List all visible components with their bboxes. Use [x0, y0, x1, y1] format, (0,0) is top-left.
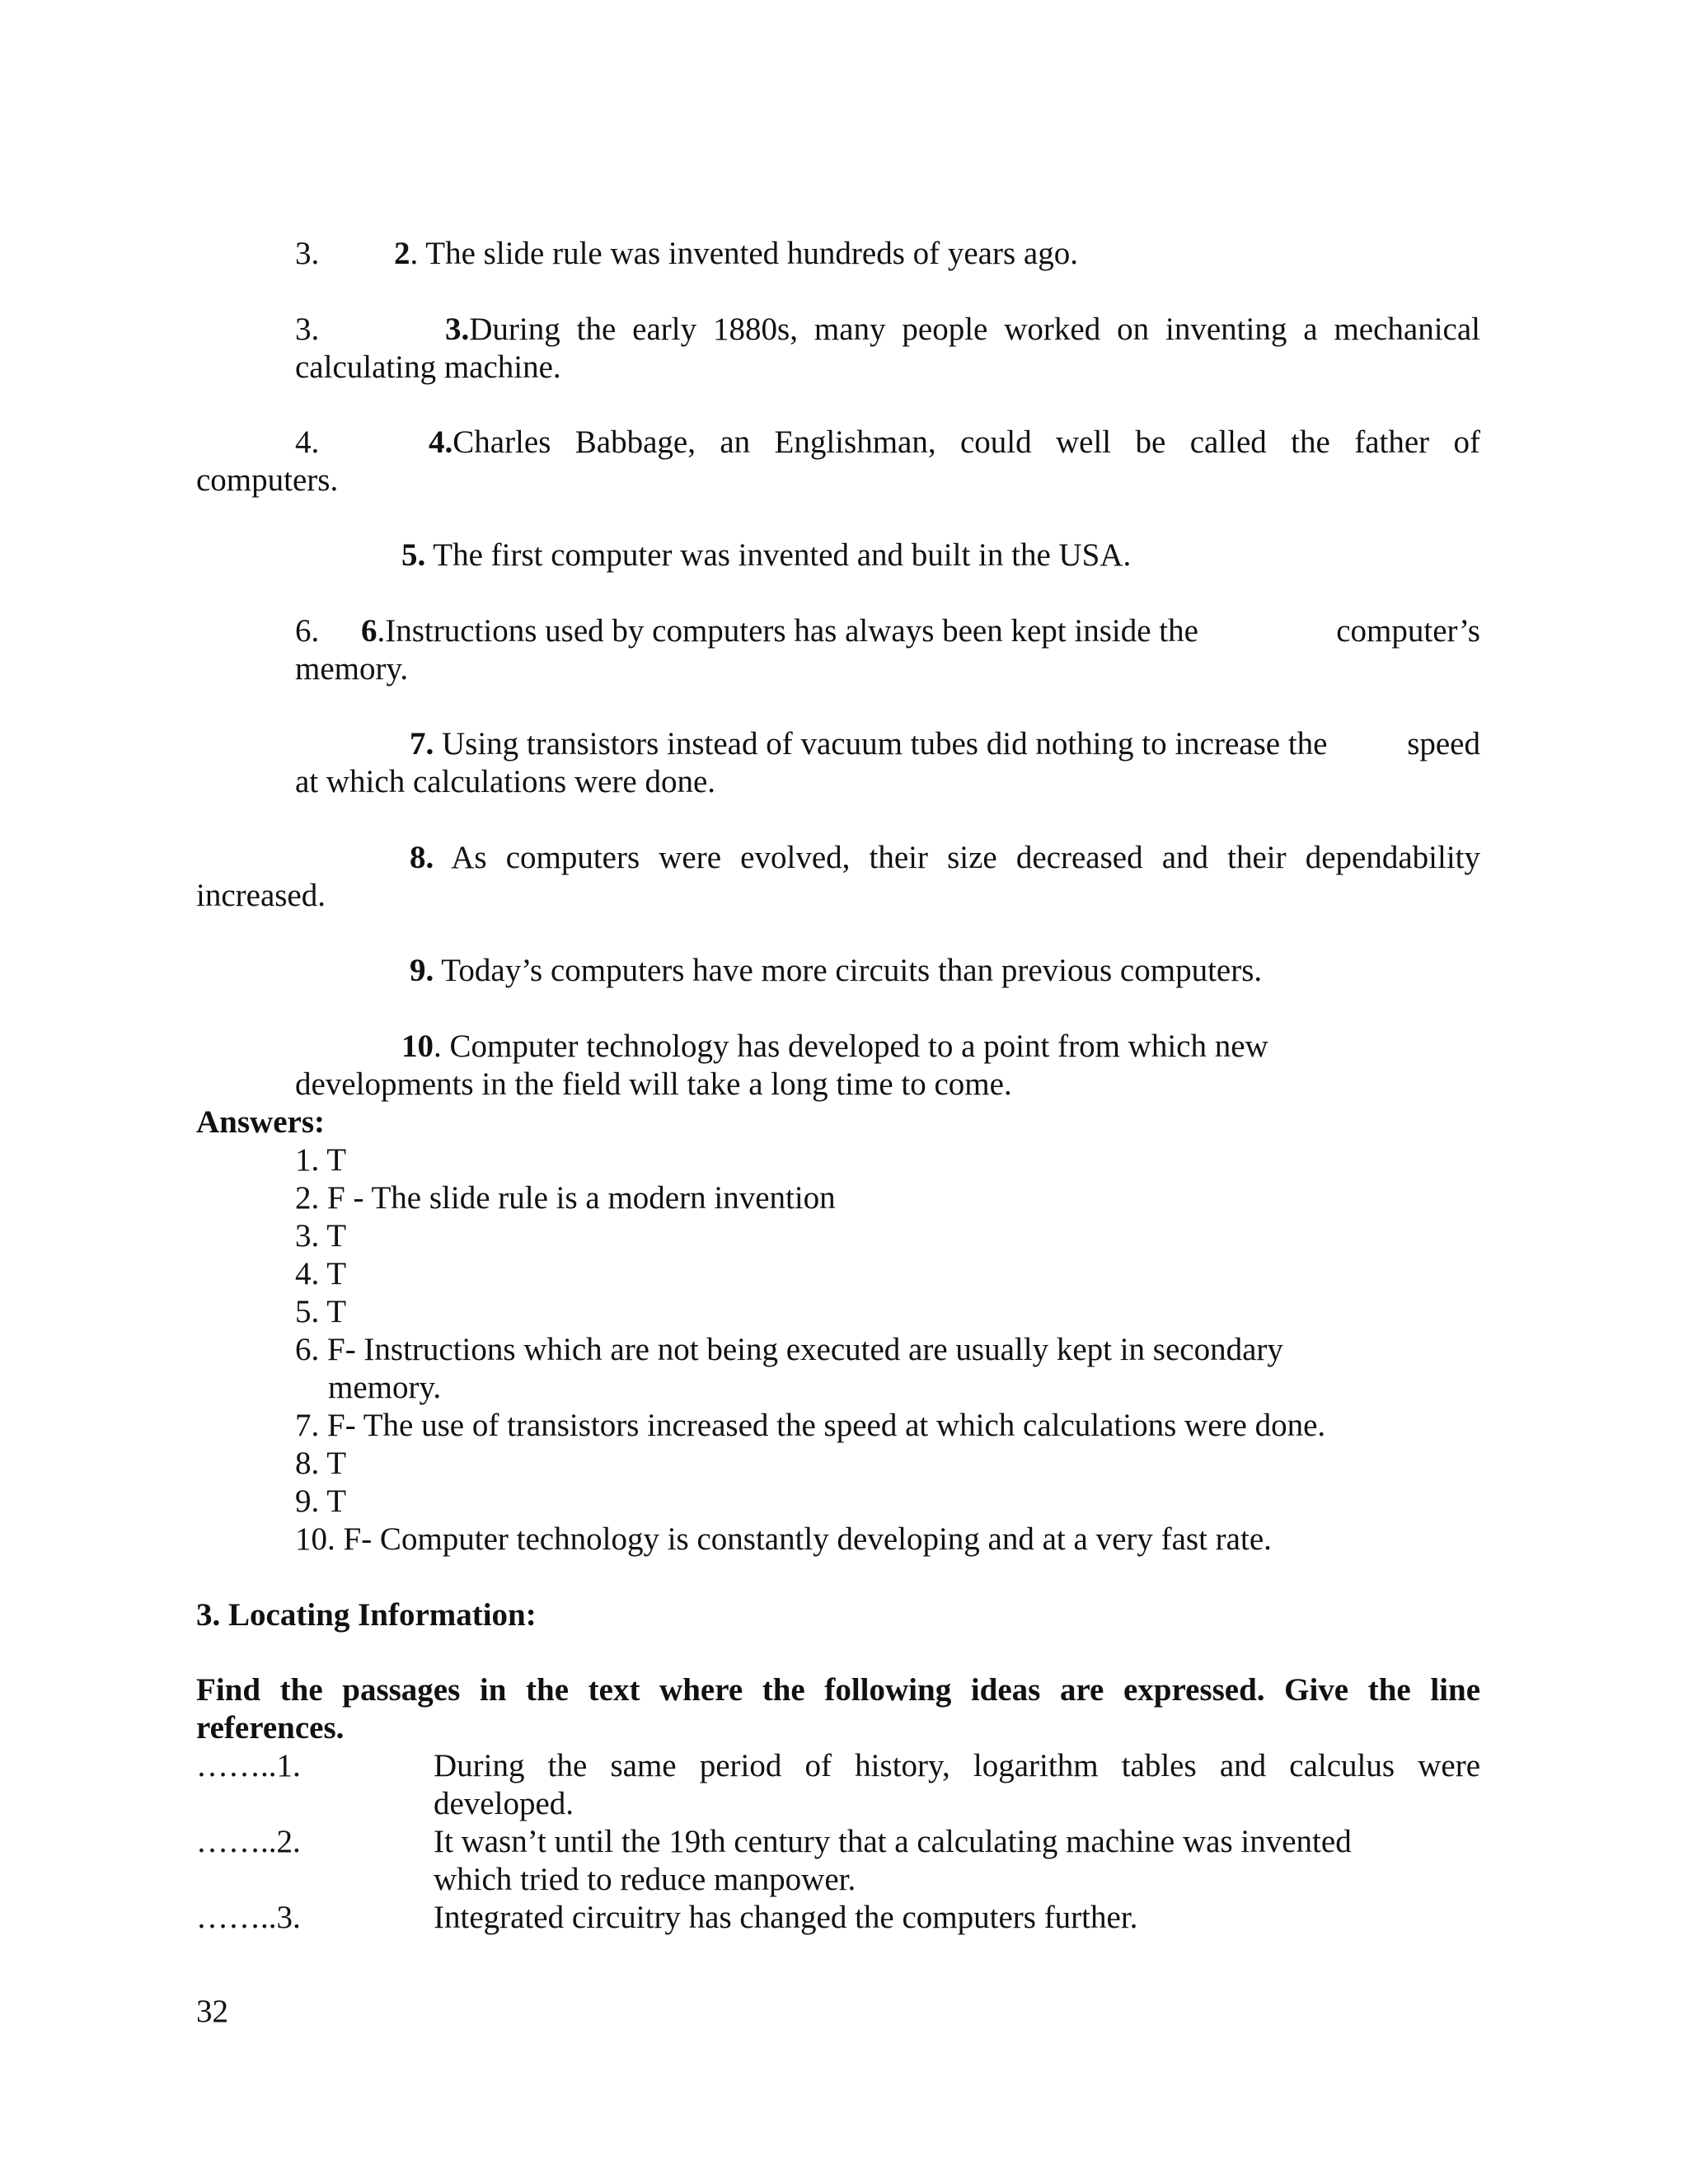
locating-item-text: Integrated circuitry has changed the computers further. — [434, 1900, 1138, 1935]
statement-3-bold: 3. — [445, 312, 470, 347]
page-number: 32 — [196, 1994, 228, 2029]
answer-item: 6. F- Instructions which are not being executed are usually kept in secondary — [295, 1332, 1283, 1367]
statement-9-bold: 9. — [410, 953, 434, 988]
statement-2 — [394, 235, 1078, 273]
statement-2-text: . The slide rule was invented hundreds of years ago. — [410, 236, 1078, 271]
statement-7-continuation: at which calculations were done. — [295, 764, 716, 799]
statement-2-number: 3. — [295, 236, 320, 271]
statement-6-text: .Instructions used by computers has always been kept inside the — [377, 613, 1198, 649]
answer-item: 4. T — [295, 1256, 347, 1291]
answer-item: 5. T — [295, 1294, 347, 1329]
answer-item: 10. F- Computer technology is constantly developing and at a very fast rate. — [295, 1521, 1272, 1557]
statement-3-number: 3. — [295, 312, 320, 347]
section-instruction-line2: references. — [196, 1710, 345, 1746]
statement-5-text: The first computer was invented and built in the USA. — [425, 537, 1132, 573]
locating-item-text: During the same period of history, logarithm tables and calculus were — [434, 1748, 1480, 1783]
answers-heading: Answers: — [196, 1104, 325, 1140]
statement-7-bold: 7. — [410, 726, 434, 762]
statement-8-text: As computers were evolved, their size decreased and their dependability — [434, 840, 1480, 875]
locating-item-continuation: developed. — [434, 1786, 574, 1821]
statement-10-continuation: developments in the field will take a long time to come. — [295, 1066, 1012, 1102]
statement-8-line1 — [410, 839, 1480, 877]
locating-item-label: ……..1. — [196, 1748, 301, 1783]
statement-8-continuation: increased. — [196, 878, 326, 913]
statement-4-text: Charles Babbage, an Englishman, could well be called the father of — [452, 424, 1480, 460]
section-heading: 3. Locating Information: — [196, 1597, 537, 1633]
statement-7-tail: speed — [1407, 726, 1480, 762]
statement-2-bold: 2 — [394, 236, 410, 271]
statement-5 — [401, 537, 1131, 574]
statement-7-text: Using transistors instead of vacuum tubes did nothing to increase the — [434, 726, 1328, 762]
answer-item: 7. F- The use of transistors increased the speed at which calculations were done. — [295, 1408, 1326, 1443]
statement-9 — [410, 952, 1262, 990]
statement-5-bold: 5. — [401, 537, 426, 573]
section-instruction-line1: Find the passages in the text where the following ideas are expressed. Give the line — [196, 1672, 1480, 1708]
statement-10 — [401, 1028, 1268, 1066]
statement-4-continuation: computers. — [196, 462, 339, 498]
statement-6 — [361, 612, 1198, 650]
answer-item: 3. T — [295, 1218, 347, 1254]
statement-7 — [410, 725, 1327, 763]
statement-9-text: Today’s computers have more circuits than previous computers. — [434, 953, 1263, 988]
statement-6-bold: 6 — [361, 613, 377, 649]
statement-8-bold: 8. — [410, 840, 434, 875]
statement-4-line1 — [429, 424, 1480, 462]
answer-item: 1. T — [295, 1142, 347, 1178]
statement-3-text: During the early 1880s, many people worked on inventing a mechanical — [469, 312, 1480, 347]
statement-10-text: . Computer technology has developed to a point from which new — [434, 1029, 1268, 1064]
answer-item: 2. F - The slide rule is a modern invention — [295, 1180, 836, 1216]
statement-4-number: 4. — [295, 424, 320, 460]
statement-4-bold: 4. — [429, 424, 453, 460]
answer-item-continuation: memory. — [328, 1370, 442, 1405]
answer-item: 8. T — [295, 1446, 347, 1481]
locating-item-label: ……..3. — [196, 1900, 301, 1935]
statement-10-bold: 10 — [401, 1029, 434, 1064]
statement-6-tail: computer’s — [1336, 613, 1480, 649]
statement-3-line1 — [445, 311, 1480, 349]
statement-3-continuation: calculating machine. — [295, 349, 561, 385]
statement-6-number: 6. — [295, 613, 320, 649]
locating-item-continuation: which tried to reduce manpower. — [434, 1862, 856, 1897]
answer-item: 9. T — [295, 1483, 347, 1519]
statement-6-continuation: memory. — [295, 651, 409, 687]
locating-item-text: It wasn’t until the 19th century that a calculating machine was invented — [434, 1824, 1352, 1859]
locating-item-label: ……..2. — [196, 1824, 301, 1859]
